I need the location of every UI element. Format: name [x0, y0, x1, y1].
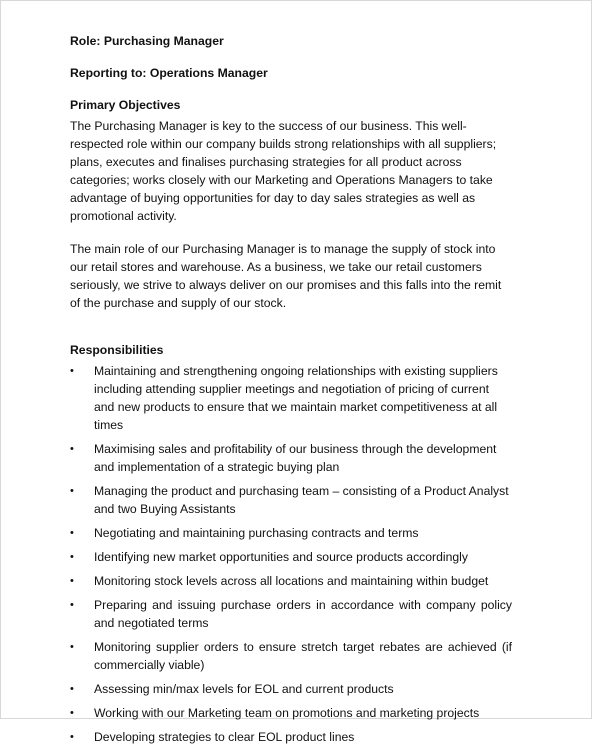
- list-item-text: Maximising sales and profitability of our business through the development and implementation of a strategic buying plan: [94, 442, 497, 474]
- list-item: [70, 440, 512, 476]
- bullet-icon: •: [70, 527, 74, 539]
- list-item: [70, 572, 512, 590]
- objectives-heading: Primary Objectives: [70, 98, 181, 112]
- role-line: Role: Purchasing Manager: [70, 34, 224, 48]
- list-item-text: Working with our Marketing team on promotions and marketing projects: [94, 706, 480, 720]
- bullet-icon: •: [70, 575, 74, 587]
- reporting-line: Reporting to: Operations Manager: [70, 66, 268, 80]
- list-item-text: Preparing and issuing purchase orders in accordance with company policy and negotiated terms: [94, 598, 512, 630]
- list-item: [70, 596, 512, 632]
- list-item-text: Developing strategies to clear EOL product lines: [94, 730, 355, 744]
- list-item: [70, 728, 512, 746]
- bullet-icon: •: [70, 707, 74, 719]
- list-item-text: Maintaining and strengthening ongoing relationships with existing suppliers including attending supplier meetings and negotiation of pricing of current and new products to ensure that we maintain market competitiveness at all times: [94, 364, 498, 432]
- list-item-text: Monitoring supplier orders to ensure stretch target rebates are achieved (if commercially viable): [94, 640, 512, 672]
- list-item: [70, 680, 512, 698]
- bullet-icon: •: [70, 551, 74, 563]
- responsibilities-heading: Responsibilities: [70, 343, 164, 357]
- document-body: [70, 32, 512, 752]
- bullet-icon: •: [70, 641, 74, 653]
- list-item: [70, 524, 512, 542]
- bullet-icon: •: [70, 485, 74, 497]
- list-item-text: Assessing min/max levels for EOL and current products: [94, 682, 394, 696]
- bullet-icon: •: [70, 731, 74, 743]
- list-item: [70, 482, 512, 518]
- bullet-icon: •: [70, 683, 74, 695]
- list-item-text: Managing the product and purchasing team – consisting of a Product Analyst and two Buying Assistants: [94, 484, 509, 516]
- list-item: [70, 548, 512, 566]
- list-item: [70, 362, 512, 434]
- bullet-icon: •: [70, 443, 74, 455]
- list-item-text: Identifying new market opportunities and source products accordingly: [94, 550, 468, 564]
- objectives-paragraph-1: The Purchasing Manager is key to the success of our business. This well-respected role within our company builds strong relationships with all suppliers; plans, executes and finalises purchasing strategies for all product across categories; works closely with our Marketing and Operations Managers to take advantage of buying opportunities for day to day sales strategies as well as promotional activity.: [70, 119, 497, 223]
- bullet-icon: •: [70, 365, 74, 377]
- responsibilities-list: [70, 362, 512, 746]
- bullet-icon: •: [70, 599, 74, 611]
- list-item: [70, 638, 512, 674]
- objectives-paragraph-2: The main role of our Purchasing Manager is to manage the supply of stock into our retail stores and warehouse. As a business, we take our retail customers seriously, we strive to always deliver on our promises and this falls into the remit of the purchase and supply of our stock.: [70, 242, 502, 310]
- list-item-text: Negotiating and maintaining purchasing contracts and terms: [94, 526, 419, 540]
- list-item: [70, 704, 512, 722]
- list-item-text: Monitoring stock levels across all locations and maintaining within budget: [94, 574, 489, 588]
